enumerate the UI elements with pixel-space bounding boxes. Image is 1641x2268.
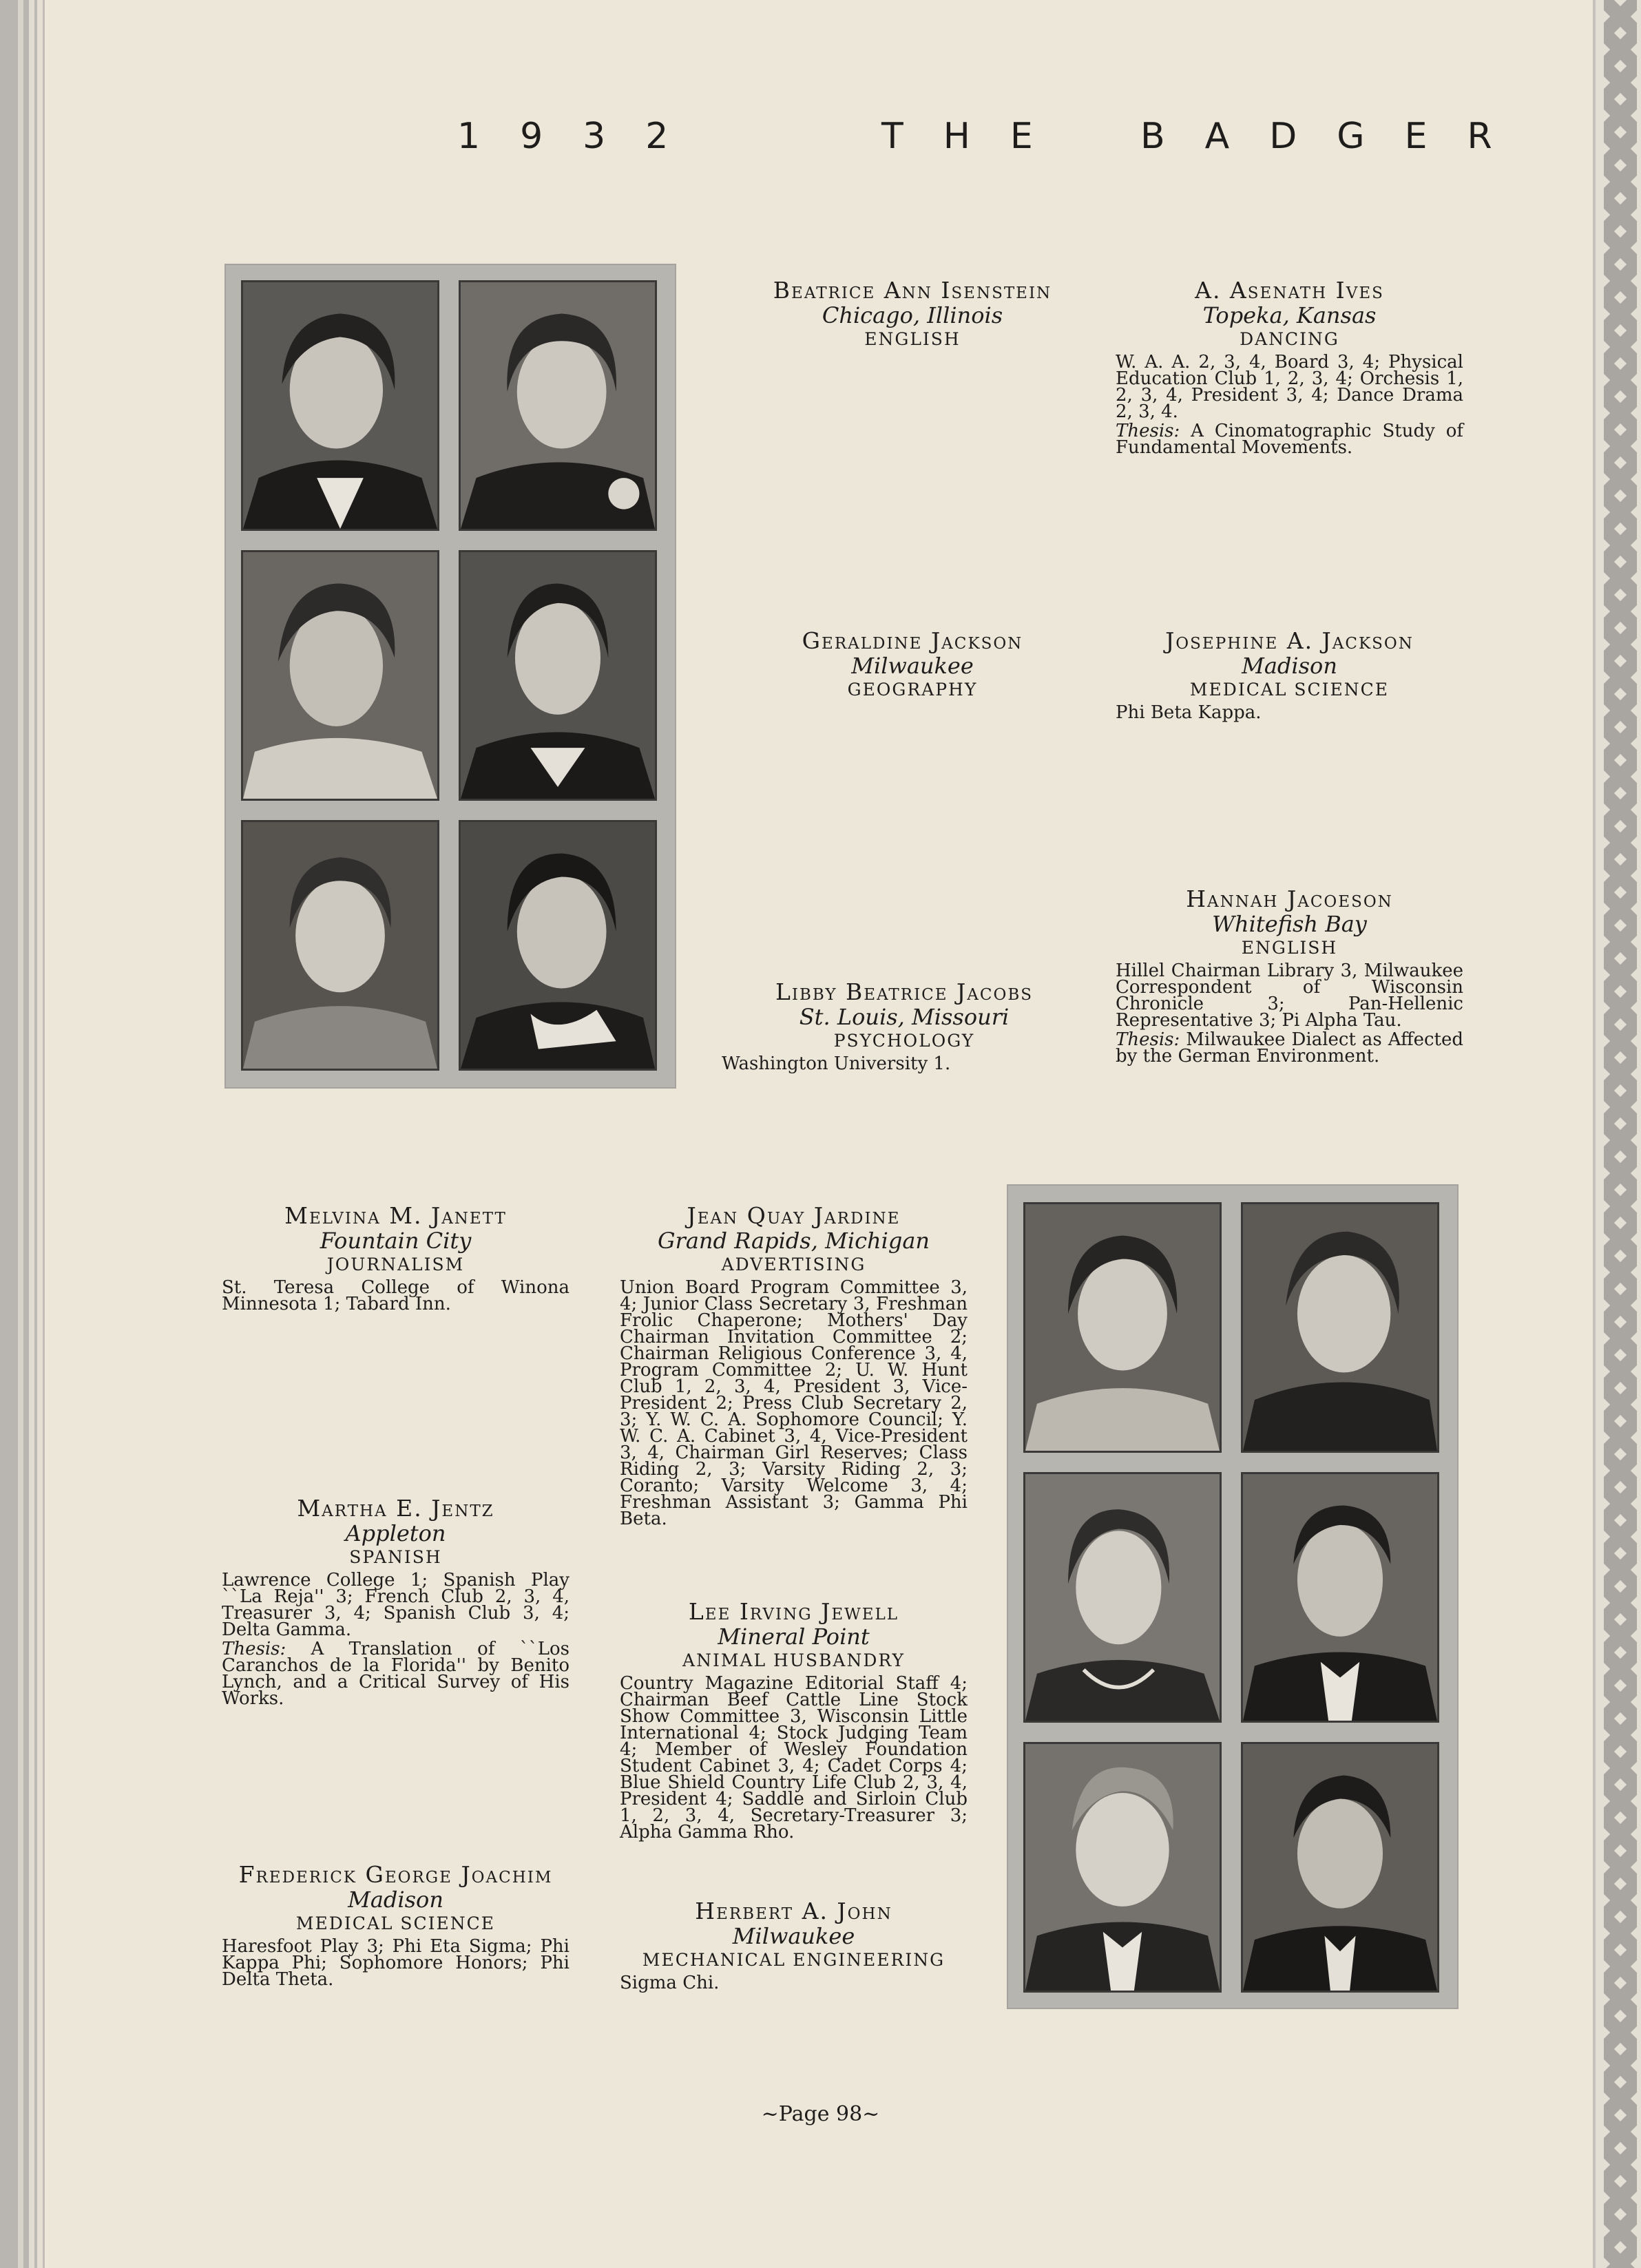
- student-entry: [620, 1203, 968, 1527]
- student-hometown: Appleton: [345, 1520, 446, 1546]
- student-entry: [620, 1599, 968, 1840]
- student-entry: [722, 979, 1087, 1072]
- student-activities: Sigma Chi.: [620, 1973, 720, 1993]
- student-major: MEDICAL SCIENCE: [1189, 680, 1390, 700]
- student-major: ENGLISH: [1241, 938, 1338, 958]
- student-name: Melvina M. Janett: [284, 1202, 507, 1229]
- student-entry: [1116, 628, 1463, 721]
- thesis-label: Thesis:: [1116, 421, 1180, 441]
- photo-block-top: [224, 264, 676, 1089]
- student-hometown: Madison: [1242, 653, 1337, 679]
- student-name: Libby Beatrice Jacobs: [775, 978, 1034, 1005]
- thesis-title: A Cinomatographic Study of Fundamental Movements.: [1116, 421, 1463, 458]
- thesis-label: Thesis:: [222, 1639, 286, 1659]
- student-entry: [222, 1862, 569, 1988]
- student-entry: [620, 1898, 968, 1991]
- student-activities: W. A. A. 2, 3, 4, Board 3, 4; Physical Education Club 1, 2, 3, 4; Orchesis 1, 2, 3, 4, President 3, 4; Dance Drama 2, 3, 4.: [1116, 352, 1463, 422]
- student-hometown: St. Louis, Missouri: [799, 1004, 1010, 1030]
- student-major: JOURNALISM: [326, 1254, 465, 1274]
- student-major: DANCING: [1240, 329, 1339, 349]
- page-header: [0, 116, 1641, 171]
- student-name: Jean Quay Jardine: [687, 1202, 901, 1229]
- student-activities: Union Board Program Committee 3, 4; Junior Class Secretary 3, Freshman Frolic Chaperone; Mothers' Day Chairman Invitation Committee 2; Chairman Religious Conference 3, 4, Program Committee 2; U. W. Hunt Club 1, 2, 3, 4, President 3, Vice-President 2; Press Club Secretary 2, 3; Y. W. C. A. Sophomore Council; Y. W. C. A. Cabinet 3, 4, Vice-President 3, 4, Chairman Girl Reserves; Class Riding 2, 3; Varsity Riding 2, 3; Coranto; Varsity Welcome 3, 4; Freshman Assistant 3; Gamma Phi Beta.: [620, 1277, 968, 1529]
- student-major: ANIMAL HUSBANDRY: [682, 1650, 905, 1670]
- student-hometown: Madison: [348, 1887, 443, 1913]
- student-name: Martha E. Jentz: [297, 1495, 494, 1522]
- student-activities: Phi Beta Kappa.: [1116, 702, 1262, 723]
- student-hometown: Topeka, Kansas: [1202, 302, 1377, 328]
- portrait-photo: [1241, 1472, 1439, 1723]
- portrait-photo: [1023, 1742, 1222, 1993]
- student-thesis: [1116, 423, 1463, 456]
- portrait-photo: [1023, 1472, 1222, 1723]
- portrait-photo: [1241, 1742, 1439, 1993]
- student-hometown: Milwaukee: [851, 653, 974, 679]
- student-activities: Haresfoot Play 3; Phi Eta Sigma; Phi Kappa Phi; Sophomore Honors; Phi Delta Theta.: [222, 1936, 569, 1990]
- photo-block-bottom: [1007, 1184, 1459, 2009]
- student-entry: [730, 628, 1095, 702]
- student-activities: Country Magazine Editorial Staff 4; Chairman Beef Cattle Line Stock Show Committee 3, Wisconsin Little International 4; Stock Judging Team 4; Member of Wesley Foundation Student Cabinet 3, 4; Cadet Corps 4; Blue Shield Country Life Club 2, 3, 4, President 4; Saddle and Sirloin Club 1, 2, 3, 4, Secretary-Treasurer 3; Alpha Gamma Rho.: [620, 1673, 968, 1842]
- header-the: THE: [881, 116, 1073, 157]
- student-activities: Hillel Chairman Library 3, Milwaukee Correspondent of Wisconsin Chronicle 3; Pan-Hellenic Representative 3; Pi Alpha Tau.: [1116, 960, 1463, 1031]
- thesis-title: A Translation of ``Los Caranchos de la Florida'' by Benito Lynch, and a Critical Survey of His Works.: [222, 1639, 569, 1709]
- student-entry: [1116, 885, 1463, 1067]
- student-name: Lee Irving Jewell: [688, 1598, 899, 1625]
- student-activities: Lawrence College 1; Spanish Play ``La Reja'' 3; French Club 2, 3, 4, Treasurer 3, 4; Spanish Club 3, 4; Delta Gamma.: [222, 1570, 569, 1640]
- student-major: MECHANICAL ENGINEERING: [642, 1950, 945, 1970]
- right-decorative-border: [1593, 0, 1641, 2268]
- thesis-title: Milwaukee Dialect as Affected by the German Environment.: [1116, 1029, 1463, 1067]
- student-name: A. Asenath Ives: [1195, 277, 1384, 304]
- student-activities: Washington University 1.: [722, 1053, 951, 1074]
- portrait-photo: [1023, 1202, 1222, 1453]
- student-thesis: [1116, 1029, 1463, 1067]
- header-year: 1932: [457, 116, 709, 157]
- student-hometown: Whitefish Bay: [1212, 911, 1367, 937]
- header-badger: BADGER: [1140, 116, 1532, 157]
- student-name: Herbert A. John: [695, 1898, 892, 1924]
- student-major: SPANISH: [349, 1547, 442, 1567]
- thesis-label: Thesis:: [1116, 1029, 1180, 1050]
- student-name: Geraldine Jackson: [802, 627, 1023, 654]
- student-entry: [730, 277, 1095, 352]
- student-entry: [1116, 277, 1463, 456]
- portrait-photo: [459, 820, 657, 1071]
- page-number: ~Page 98~: [761, 2102, 880, 2126]
- student-major: ADVERTISING: [721, 1254, 866, 1274]
- student-entry: [222, 1495, 569, 1707]
- student-hometown: Milwaukee: [732, 1923, 855, 1949]
- student-major: ENGLISH: [864, 329, 961, 349]
- portrait-photo: [1241, 1202, 1439, 1453]
- student-major: MEDICAL SCIENCE: [295, 1913, 496, 1933]
- student-major: PSYCHOLOGY: [833, 1031, 975, 1051]
- student-activities: St. Teresa College of Winona Minnesota 1; Tabard Inn.: [222, 1277, 569, 1314]
- student-name: Frederick George Joachim: [238, 1861, 553, 1888]
- diamond-pattern: [1604, 0, 1637, 2268]
- student-name: Hannah Jacoeson: [1186, 885, 1393, 912]
- student-hometown: Chicago, Illinois: [822, 302, 1003, 328]
- portrait-photo: [241, 550, 439, 801]
- portrait-photo: [241, 820, 439, 1071]
- student-entry: [222, 1203, 569, 1312]
- student-hometown: Grand Rapids, Michigan: [657, 1228, 930, 1254]
- student-hometown: Mineral Point: [718, 1624, 870, 1650]
- student-thesis: [222, 1641, 569, 1707]
- student-hometown: Fountain City: [320, 1228, 472, 1254]
- portrait-photo: [459, 550, 657, 801]
- portrait-photo: [241, 280, 439, 531]
- left-decorative-border: [0, 0, 59, 2268]
- student-name: Beatrice Ann Isenstein: [773, 277, 1052, 304]
- student-major: GEOGRAPHY: [847, 680, 978, 700]
- student-name: Josephine A. Jackson: [1165, 627, 1414, 654]
- portrait-photo: [459, 280, 657, 531]
